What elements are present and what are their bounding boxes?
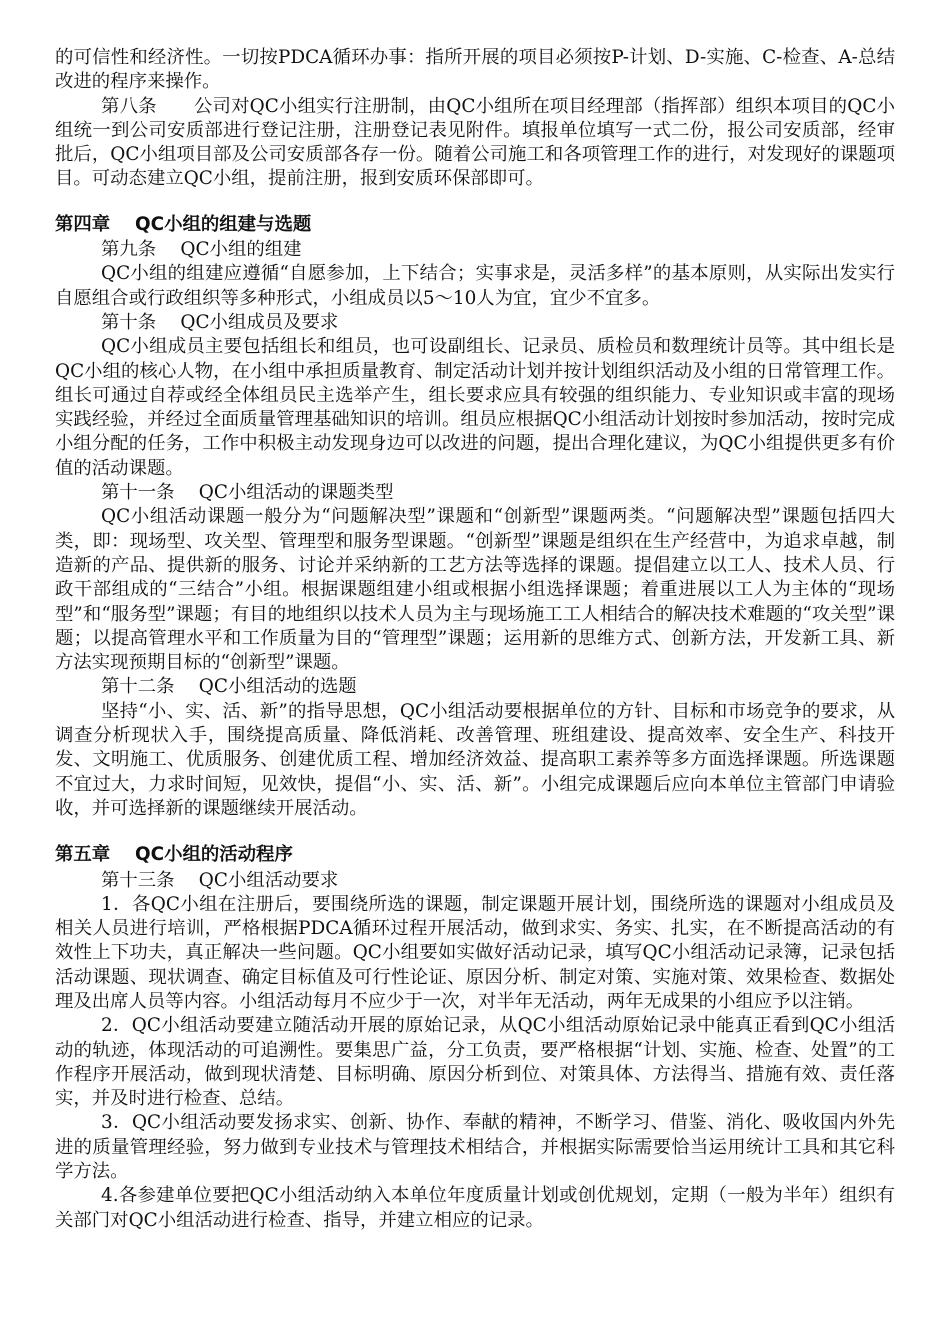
article-13-item-2: 2．QC小组活动要建立随活动开展的原始记录，从QC小组活动原始记录中能真正看到QC小组活动的轨迹，体现活动的可追溯性。要集思广益，分工负责，要严格根据“计划、实施、检查、处置”的工作程序开展活动，做到现状清楚、目标明确、原因分析到位、对策具体、方法得当、措施有效、责任落实，并及时进行检查、总结。: [55, 1015, 895, 1110]
intro-paragraph: 的可信性和经济性。一切按PDCA循环办事：指所开展的项目必须按P-计划、D-实施、C-检查、A-总结改进的程序来操作。: [55, 47, 895, 93]
article-11-title: 第十一条 QC小组活动的课题类型: [101, 482, 394, 504]
article-11-body: QC小组活动课题一般分为“问题解决型”课题和“创新型”课题两类。“问题解决型”课题包括四大类，即：现场型、攻关型、管理型和服务型课题。“创新型”课题是组织在生产经营中，为追求卓越，制造新的产品、提供新的服务、讨论并采纳新的工艺方法等选择的课题。提倡建立以工人、技术人员、行政干部组成的“三结合”小组。根据课题组建小组或根据小组选择课题；着重进展以工人为主体的“现场型”和“服务型”课题；有目的地组织以技术人员为主与现场施工工人相结合的解决技术难题的“攻关型”课题；以提高管理水平和工作质量为目的“管理型”课题；运用新的思维方式、创新方法，开发新工具、新方法实现预期目标的“创新型”课题。: [55, 506, 895, 674]
article-12-body: 坚持“小、实、活、新”的指导思想，QC小组活动要根据单位的方针、目标和市场竞争的要求，从调查分析现状入手，围绕提高质量、降低消耗、改善管理、班组建设、提高效率、安全生产、科技开发、文明施工、优质服务、创建优质工程、增加经济效益、提高职工素养等多方面选择课题。所选课题不宜过大，力求时间短，见效快，提倡“小、实、活、新”。小组完成课题后应向本单位主管部门申请验收，并可选择新的课题继续开展活动。: [55, 700, 895, 819]
article-12-title: 第十二条 QC小组活动的选题: [101, 676, 357, 698]
article-13-item-3: 3．QC小组活动要发扬求实、创新、协作、奉献的精神，不断学习、借鉴、消化、吸收国内外先进的质量管理经验，努力做到专业技术与管理技术相结合，并根据实际需要恰当运用统计工具和其它科学方法。: [55, 1112, 895, 1183]
document-page: [55, 46, 895, 1233]
article-10-body: QC小组成员主要包括组长和组员，也可设副组长、记录员、质检员和数理统计员等。其中组长是QC小组的核心人物，在小组中承担质量教育、制定活动计划并按计划组织活动及小组的日常管理工作。组长可通过自荐或经全体组员民主选举产生，组长要求应具有较强的组织能力、专业知识或丰富的现场实践经验，并经过全面质量管理基础知识的培训。组员应根据QC小组活动计划按时参加活动，按时完成小组分配的任务，工作中积极主动发现身边可以改进的问题，提出合理化建议，为QC小组提供更多有价值的活动课题。: [55, 336, 895, 479]
article-13-item-4: 4.各参建单位要把QC小组活动纳入本单位年度质量计划或创优规划，定期（一般为半年）组织有关部门对QC小组活动进行检查、指导，并建立相应的记录。: [55, 1185, 895, 1231]
article-10-title: 第十条 QC小组成员及要求: [101, 311, 339, 333]
chapter-5-heading: 第五章 QC小组的活动程序: [55, 844, 293, 866]
article-9-body: QC小组的组建应遵循“自愿参加，上下结合；实事求是，灵活多样”的基本原则，从实际出发实行自愿组合或行政组织等多种形式，小组成员以5～10人为宜，宜少不宜多。: [55, 263, 895, 309]
article-13-title: 第十三条 QC小组活动要求: [101, 869, 339, 891]
article-13-item-1: 1．各QC小组在注册后，要围绕所选的课题，制定课题开展计划，围绕所选的课题对小组成员及相关人员进行培训，严格根据PDCA循环过程开展活动，做到求实、务实、扎实，在不断提高活动的有效性上下功夫，真正解决一些问题。QC小组要如实做好活动记录，填写QC小组活动记录簿，记录包括活动课题、现状调查、确定目标值及可行性论证、原因分析、制定对策、实施对策、效果检查、数据处理及出席人员等内容。小组活动每月不应少于一次，对半年无活动，两年无成果的小组应予以注销。: [55, 893, 895, 1012]
chapter-4-heading: 第四章 QC小组的组建与选题: [55, 213, 312, 235]
article-8: 第八条 公司对QC小组实行注册制，由QC小组所在项目经理部（指挥部）组织本项目的QC小组统一到公司安质部进行登记注册，注册登记表见附件。填报单位填写一式二份，报公司安质部，经审批后，QC小组项目部及公司安质部各存一份。随着公司施工和各项管理工作的进行，对发现好的课题项目。可动态建立QC小组，提前注册，报到安质环保部即可。: [55, 95, 895, 190]
article-9-title: 第九条 QC小组的组建: [101, 239, 302, 261]
